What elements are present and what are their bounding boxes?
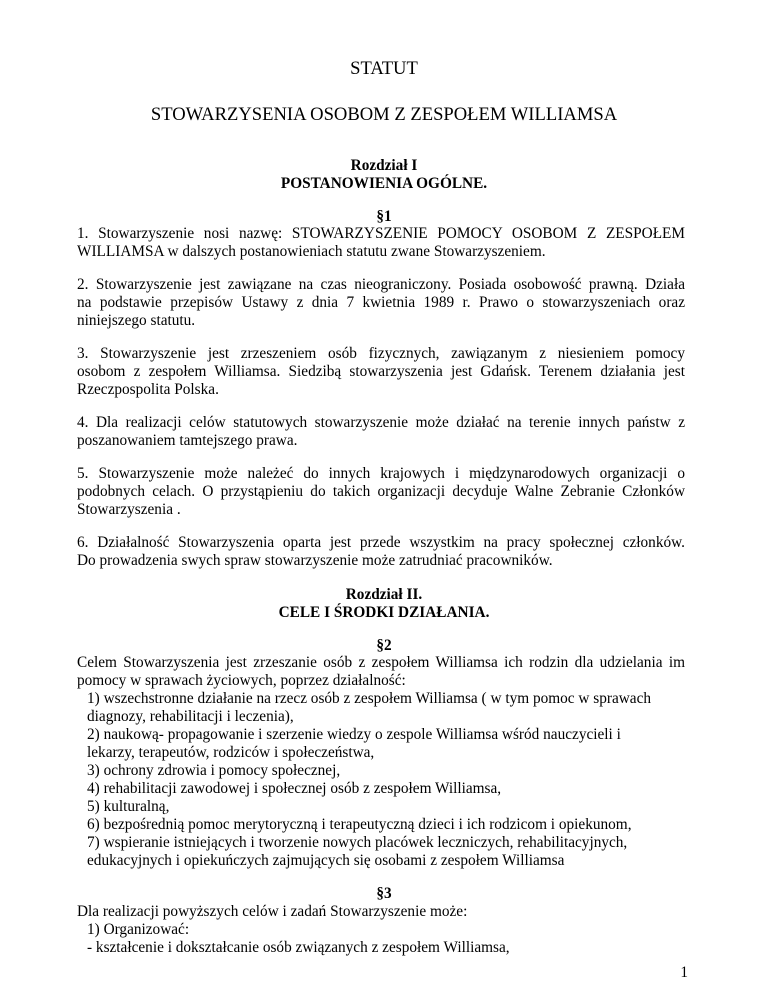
text-line: 2. Stowarzyszenie jest zawiązane na czas nieograniczony. Posiada osobowość prawną. Działa xyxy=(77,276,685,293)
list-item: 2) naukową- propagowanie i szerzenie wiedzy o zespole Williamsa wśród nauczycieli i xyxy=(87,726,621,743)
list-item: 7) wspieranie istniejących i tworzenie nowych placówek leczniczych, rehabilitacyjnych, xyxy=(87,834,628,851)
list-item: 3) ochrony zdrowia i pomocy społecznej, xyxy=(87,762,341,779)
text-line: podobnych celach. O przystąpieniu do takich organizacji decyduje Walne Zebranie Członków xyxy=(77,483,685,500)
list-item-continuation: diagnozy, rehabilitacji i leczenia), xyxy=(87,708,294,725)
section-2-mark: §2 xyxy=(376,637,392,654)
text-line: Celem Stowarzyszenia jest zrzeszanie osób z zespołem Williamsa ich rodzin dla udzielania im xyxy=(77,654,685,671)
text-line: 6. Działalność Stowarzyszenia oparta jest przede wszystkim na pracy społecznej członków. xyxy=(77,534,685,551)
text-line: WILLIAMSA w dalszych postanowieniach statutu zwane Stowarzyszeniem. xyxy=(77,243,546,260)
list-item-continuation: edukacyjnych i opiekuńczych zajmujących się osobami z zespołem Williamsa xyxy=(87,852,565,869)
list-item: 5) kulturalną, xyxy=(87,798,170,815)
chapter-1-name: POSTANOWIENIA OGÓLNE. xyxy=(280,175,488,192)
list-item: 4) rehabilitacji zawodowej i społecznej osób z zespołem Williamsa, xyxy=(87,780,502,797)
text-line: Rzeczpospolita Polska. xyxy=(77,381,219,398)
page-number: 1 xyxy=(680,964,688,981)
list-item: 1) wszechstronne działanie na rzecz osób z zespołem Williamsa ( w tym pomoc w sprawach xyxy=(87,690,652,707)
document-subtitle: STOWARZYSENIA OSOBOM Z ZESPOŁEM WILLIAMSA xyxy=(150,104,618,125)
document-title: STATUT xyxy=(350,58,418,79)
text-line: na podstawie przepisów Ustawy z dnia 7 kwietnia 1989 r. Prawo o stowarzyszeniach oraz xyxy=(77,294,685,311)
text-line: Stowarzyszenia . xyxy=(77,501,181,518)
list-item: 1) Organizować: xyxy=(87,921,190,938)
text-line: pomocy w sprawach życiowych, poprzez działalność: xyxy=(77,672,406,689)
list-item: - kształcenie i dokształcanie osób związanych z zespołem Williamsa, xyxy=(87,939,510,956)
text-line: Do prowadzenia swych spraw stowarzyszenie może zatrudniać pracowników. xyxy=(77,552,553,569)
text-line: 3. Stowarzyszenie jest zrzeszeniem osób fizycznych, zawiązanym z niesieniem pomocy xyxy=(77,345,685,362)
chapter-2-heading: Rozdział II. xyxy=(345,586,423,603)
chapter-1-heading: Rozdział I xyxy=(350,157,418,174)
list-item: 6) bezpośrednią pomoc merytoryczną i terapeutyczną dzieci i ich rodzicom i opiekunom, xyxy=(87,816,632,833)
section-3-mark: §3 xyxy=(376,885,392,902)
text-line: 5. Stowarzyszenie może należeć do innych krajowych i międzynarodowych organizacji o xyxy=(77,465,685,482)
list-item-continuation: lekarzy, terapeutów, rodziców i społeczeństwa, xyxy=(87,744,375,761)
text-line: 1. Stowarzyszenie nosi nazwę: STOWARZYSZENIE POMOCY OSOBOM Z ZESPOŁEM xyxy=(77,225,685,242)
text-line: poszanowaniem tamtejszego prawa. xyxy=(77,432,298,449)
section-3-intro: Dla realizacji powyższych celów i zadań Stowarzyszenie może: xyxy=(77,903,468,920)
text-line: niniejszego statutu. xyxy=(77,312,196,329)
text-line: 4. Dla realizacji celów statutowych stowarzyszenie może działać na terenie innych państw z xyxy=(77,414,685,431)
chapter-2-name: CELE I ŚRODKI DZIAŁANIA. xyxy=(278,604,490,621)
section-1-mark: §1 xyxy=(376,208,392,225)
text-line: osobom z zespołem Williamsa. Siedzibą stowarzyszenia jest Gdańsk. Terenem działania jest xyxy=(77,363,685,380)
